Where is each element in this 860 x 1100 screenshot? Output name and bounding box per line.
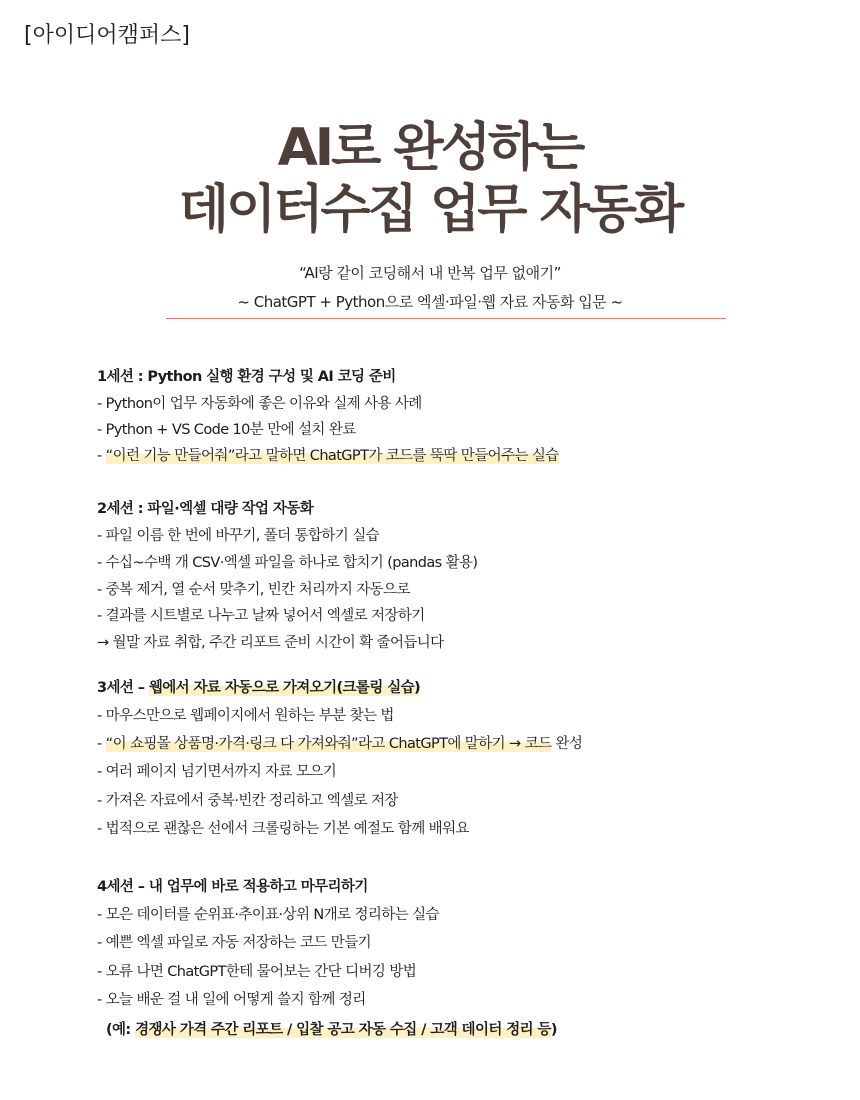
- title-line-2: 데이터수집 업무 자동화: [178, 180, 682, 240]
- session-4-item: - 모은 데이터를 순위표·추이표·상위 N개로 정리하는 실습: [97, 907, 439, 923]
- subtitle-line-2: ~ ChatGPT + Python으로 엑셀·파일·웹 자료 자동화 입문 ~: [237, 293, 623, 311]
- item-suffix: 완성: [551, 736, 583, 752]
- session-1-heading: 1세션 : Python 실행 환경 구성 및 AI 코딩 준비: [97, 369, 396, 385]
- session-2-item: - 결과를 시트별로 나누고 날짜 넣어서 엑셀로 저장하기: [97, 608, 425, 624]
- session-1-item: [97, 446, 559, 466]
- session-1-item: - Python + VS Code 10분 만에 설치 완료: [97, 422, 356, 438]
- session-1-item: - Python이 업무 자동화에 좋은 이유와 실제 사용 사례: [97, 396, 422, 412]
- session-3-item: - 가져온 자료에서 중복·빈칸 정리하고 엑셀로 저장: [97, 793, 398, 809]
- session-4-heading: 4세션 – 내 업무에 바로 적용하고 마무리하기: [97, 879, 368, 895]
- session-3-heading: [97, 678, 420, 698]
- session-4-item: - 예쁜 엑셀 파일로 자동 저장하는 코드 만들기: [97, 935, 372, 951]
- session-3-item: - 마우스만으로 웹페이지에서 원하는 부분 찾는 법: [97, 708, 394, 724]
- session-4-item: - 오류 나면 ChatGPT한테 물어보는 간단 디버깅 방법: [97, 964, 417, 980]
- highlighted-text: “이 쇼핑몰 상품명·가격·링크 다 가져와줘”라고 ChatGPT에 말하기 → 코드: [105, 736, 552, 752]
- title-line-1: AI로 완성하는: [277, 118, 583, 178]
- item-prefix: -: [97, 448, 106, 464]
- session-4-example: [106, 1020, 557, 1040]
- session-2-item: → 월말 자료 취합, 주간 리포트 준비 시간이 확 줄어듭니다: [97, 635, 444, 651]
- session-2-item: - 수십~수백 개 CSV·엑셀 파일을 하나로 합치기 (pandas 활용): [97, 555, 478, 571]
- session-2-heading: 2세션 : 파일·엑셀 대량 작업 자동화: [97, 501, 314, 517]
- session-4-item: - 오늘 배운 걸 내 일에 어떻게 쓸지 함께 정리: [97, 992, 366, 1008]
- brand-label: [아이디어캠퍼스]: [24, 23, 190, 48]
- highlighted-text: 웹에서 자료 자동으로 가져오기(크롤링 실습): [148, 680, 421, 696]
- highlighted-text: “이런 기능 만들어줘”라고 말하면 ChatGPT가 코드를 뚝딱 만들어주는 실습: [105, 448, 559, 464]
- session-3-item: - 여러 페이지 넘기면서까지 자료 모으기: [97, 764, 337, 780]
- subtitle-line-1: “AI랑 같이 코딩해서 내 반복 업무 없애기”: [299, 264, 561, 282]
- heading-prefix: 3세션 –: [97, 680, 149, 696]
- item-suffix: ): [550, 1022, 557, 1038]
- session-2-item: - 파일 이름 한 번에 바꾸기, 폴더 통합하기 실습: [97, 528, 380, 544]
- highlighted-text: 경쟁사 가격 주간 리포트 / 입찰 공고 자동 수집 / 고객 데이터 정리 등: [135, 1022, 551, 1038]
- session-3-item: - 법적으로 괜찮은 선에서 크롤링하는 기본 예절도 함께 배워요: [97, 821, 469, 837]
- divider: [166, 318, 726, 319]
- item-prefix: -: [97, 736, 106, 752]
- session-2-item: - 중복 제거, 열 순서 맞추기, 빈칸 처리까지 자동으로: [97, 582, 410, 598]
- item-prefix: (예:: [106, 1022, 136, 1038]
- session-3-item: [97, 734, 582, 754]
